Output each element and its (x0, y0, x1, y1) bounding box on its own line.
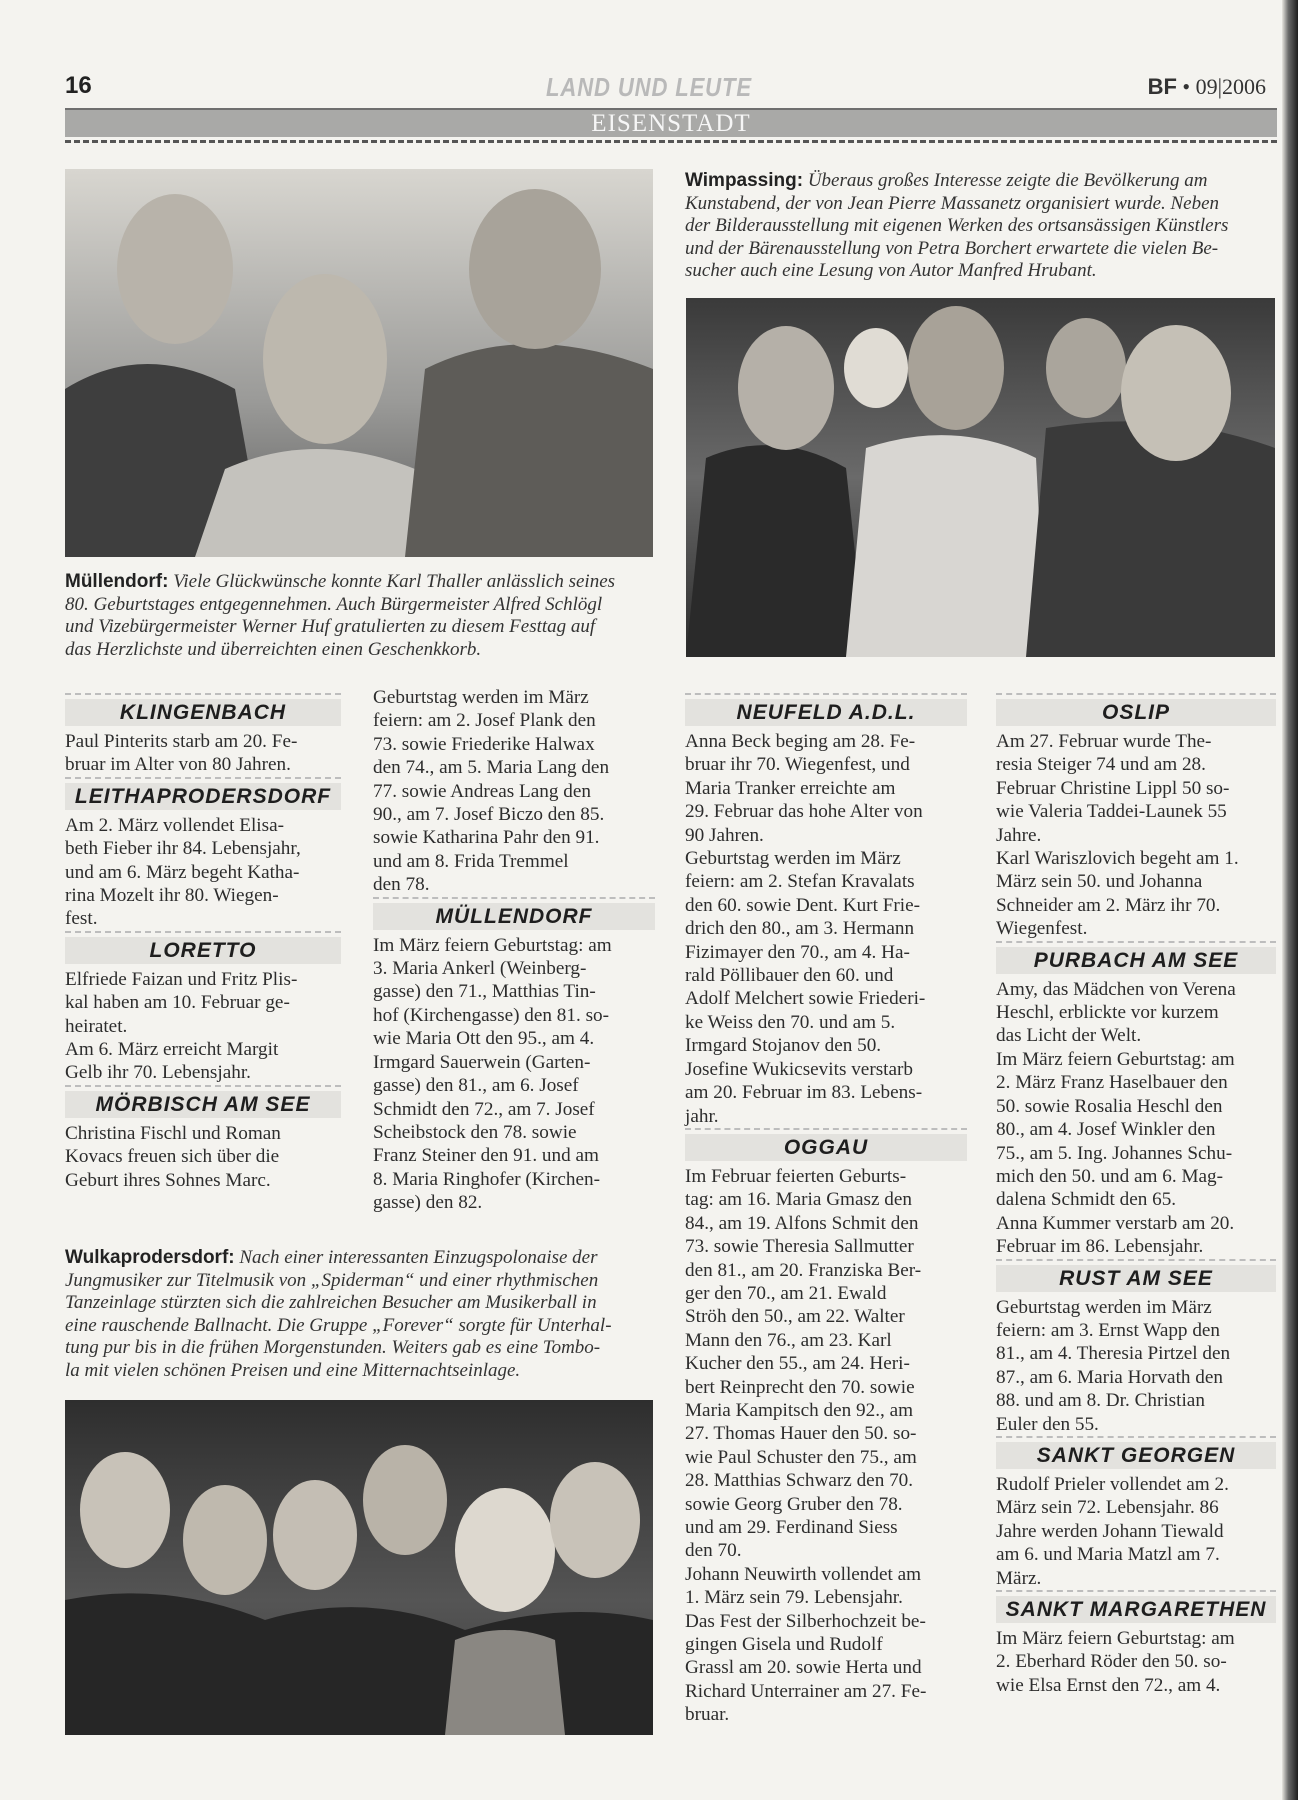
news-text-line: sowie Georg Gruber den 78. (685, 1493, 903, 1515)
news-text-line: 87., am 6. Maria Horvath den (996, 1366, 1223, 1388)
news-text-line: beth Fieber ihr 84. Lebensjahr, (65, 838, 301, 860)
news-heading (996, 1590, 1276, 1623)
news-text-line: rald Pöllibauer den 60. und (685, 965, 894, 987)
news-text-line: 77. sowie Andreas Lang den (373, 780, 591, 802)
news-text-line: Irmgard Sauerwein (Garten- (373, 1051, 591, 1073)
caption-text: Viele Glückwünsche konnte Karl Thaller anlässlich seines (173, 571, 616, 592)
news-text-line: ger den 70., am 21. Ewald (685, 1282, 887, 1304)
news-heading (65, 1085, 341, 1118)
news-heading-text: KLINGENBACH (65, 699, 341, 726)
news-text-line: Kovacs freuen sich über die (65, 1146, 280, 1168)
news-heading (996, 1436, 1276, 1469)
region-title: EISENSTADT (591, 110, 751, 137)
news-text-line: Am 27. Februar wurde The- (996, 731, 1212, 752)
news-text-line: Adolf Melchert sowie Friederi- (685, 988, 926, 1010)
news-text-line: gasse) den 81., am 6. Josef (373, 1075, 579, 1097)
news-text-line: Jahre. (996, 824, 1042, 846)
news-text-line: Ströh den 50., am 22. Walter (685, 1306, 905, 1328)
news-text-line: und am 8. Frida Tremmel (373, 850, 569, 872)
news-text-line: hof (Kirchengasse) den 81. so- (373, 1004, 610, 1026)
news-text-line: dalena Schmidt den 65. (996, 1189, 1177, 1211)
caption-line (65, 616, 665, 639)
news-text-line: feiern: am 2. Stefan Kravalats (685, 871, 915, 893)
news-text-line: Jahre werden Johann Tiewald (996, 1520, 1224, 1542)
news-item (996, 1436, 1276, 1590)
news-text-line: Geburtstag werden im März (996, 1296, 1212, 1318)
news-text-line: heiratet. (65, 1015, 128, 1037)
news-heading-text: OSLIP (996, 699, 1276, 726)
news-text-line: Anna Kummer verstarb am 20. (996, 1212, 1235, 1234)
issue-year: 2006 (1222, 74, 1266, 99)
issue-label: BF • 09|2006 (1147, 74, 1266, 99)
caption-text: Jungmusiker zur Titelmusik von „Spiderman“ und einer rhythmischen (65, 1269, 599, 1291)
news-text-line: Kucher den 55., am 24. Heri- (685, 1353, 910, 1375)
news-text-line: bruar im Alter von 80 Jahren. (65, 754, 291, 776)
news-item (65, 777, 341, 931)
news-item (685, 693, 967, 1128)
photo-people-silhouettes (686, 298, 1275, 657)
news-text-line: Im März feiern Geburtstag: am (996, 1048, 1235, 1070)
news-heading (373, 897, 655, 930)
caption-line (685, 238, 1285, 261)
caption-line (65, 1360, 665, 1383)
photo-people-silhouettes (65, 1400, 653, 1735)
news-text-line: das Licht der Welt. (996, 1025, 1142, 1047)
caption-place: Müllendorf: (65, 571, 169, 592)
news-text-line: 73. sowie Friederike Halwax (373, 733, 595, 755)
caption-place: Wulkaprodersdorf: (65, 1247, 235, 1268)
news-text-line: Gelb ihr 70. Lebensjahr. (65, 1062, 251, 1084)
news-text-line: sowie Katharina Pahr den 91. (373, 827, 600, 849)
caption-text: und der Bärenausstellung von Petra Borchert erwartete die vielen Be- (685, 237, 1219, 259)
news-text-line: 1. März sein 79. Lebensjahr. (685, 1587, 903, 1609)
news-text-line: 2. März Franz Haselbauer den (996, 1072, 1228, 1094)
news-text-line: kal haben am 10. Februar ge- (65, 992, 290, 1014)
caption-wimpassing (685, 170, 1285, 283)
caption-line (685, 170, 1285, 193)
caption-text: eine rauschende Ballnacht. Die Gruppe „Forever“ sorgte für Unterhal- (65, 1314, 612, 1336)
news-column-3 (685, 693, 967, 1727)
news-text-line: Josefine Wukicsevits verstarb (685, 1058, 914, 1080)
page-number: 16 (65, 72, 92, 99)
news-text-line: 90., am 7. Josef Biczo den 85. (373, 804, 605, 826)
news-text-line: Amy, das Mädchen von Verena (996, 978, 1236, 1000)
news-text-line: Geburt ihres Sohnes Marc. (65, 1169, 271, 1191)
news-text-line: mich den 50. und am 6. Mag- (996, 1165, 1224, 1187)
news-text-line: Februar im 86. Lebensjahr. (996, 1236, 1204, 1258)
news-text-line: 90 Jahren. (685, 824, 764, 846)
news-text-line: drich den 80., am 3. Hermann (685, 918, 915, 940)
news-item (65, 1085, 341, 1192)
caption-text: Tanzeinlage stürzten sich die zahlreichen Besucher am Musikerball in (65, 1292, 597, 1313)
news-text-line: bruar ihr 70. Wiegenfest, und (685, 754, 910, 776)
news-text-line: Schmidt den 72., am 7. Josef (373, 1098, 595, 1120)
news-column-1 (65, 693, 341, 1192)
news-text-line: Karl Wariszlovich begeht am 1. (996, 848, 1239, 870)
news-item (685, 1128, 967, 1727)
news-text-line: wie Valeria Taddei-Launek 55 (996, 801, 1227, 823)
news-text-line: und am 29. Ferdinand Siess (685, 1517, 898, 1538)
caption-line (65, 1337, 665, 1360)
news-text-line: den 70. (685, 1540, 742, 1562)
caption-line (685, 193, 1285, 216)
news-text-line: 73. sowie Theresia Sallmutter (685, 1236, 914, 1258)
news-text-line: jahr. (685, 1105, 719, 1127)
news-text-line: Maria Tranker erreichte am (685, 777, 896, 799)
news-text-line: 28. Matthias Schwarz den 70. (685, 1470, 914, 1492)
news-text-line: Franz Steiner den 91. und am (373, 1145, 599, 1167)
news-text-line: den 74., am 5. Maria Lang den (373, 757, 610, 779)
news-heading-text: MÖRBISCH AM SEE (65, 1091, 341, 1118)
caption-text: Kunstabend, der von Jean Pierre Massanetz organisiert wurde. Neben (685, 192, 1220, 214)
news-text-line: Im März feiern Geburtstag: am (996, 1628, 1235, 1649)
caption-text: tung pur bis in die frühen Morgenstunden. Weiters gab es eine Tombo- (65, 1337, 601, 1358)
photo-people-silhouettes (65, 169, 653, 557)
news-text-line: wie Maria Ott den 95., am 4. (373, 1028, 595, 1050)
news-text-line: 81., am 4. Theresia Pirtzel den (996, 1343, 1231, 1365)
news-text-line: Am 6. März erreicht Margit (65, 1039, 279, 1061)
news-heading (65, 777, 341, 810)
news-text-line: 8. Maria Ringhofer (Kirchen- (373, 1168, 600, 1190)
photo-muellendorf (65, 169, 653, 557)
news-text-line: gingen Gisela und Rudolf (685, 1634, 883, 1656)
caption-text: la mit vielen schönen Preisen und eine Mitternachtseinlage. (65, 1359, 521, 1381)
news-text-line: März sein 72. Lebensjahr. 86 (996, 1497, 1219, 1519)
photo-wimpassing (686, 298, 1275, 657)
brand: BF (1147, 74, 1177, 99)
news-text-line: Geburtstag werden im März (373, 687, 589, 708)
news-heading-text: PURBACH AM SEE (996, 947, 1276, 974)
news-text-line: ke Weiss den 70. und am 5. (685, 1011, 896, 1033)
news-item (373, 686, 655, 897)
caption-text: Überaus großes Interesse zeigte die Bevölkerung am (807, 170, 1208, 191)
news-text-line: Maria Kampitsch den 92., am (685, 1399, 914, 1421)
caption-line (65, 571, 665, 594)
news-text-line: Mann den 76., am 23. Karl (685, 1329, 892, 1351)
news-text-line: 50. sowie Rosalia Heschl den (996, 1095, 1223, 1117)
news-text-line: 3. Maria Ankerl (Weinberg- (373, 958, 587, 980)
news-text-line: Christina Fischl und Roman (65, 1122, 281, 1144)
news-heading-text: MÜLLENDORF (373, 903, 655, 930)
news-text-line: Geburtstag werden im März (685, 848, 901, 870)
news-text-line: bert Reinprecht den 70. sowie (685, 1376, 915, 1398)
news-heading (996, 1259, 1276, 1292)
news-heading-text: LORETTO (65, 937, 341, 964)
caption-line (685, 215, 1285, 238)
news-text-line: März. (996, 1567, 1042, 1589)
news-text-line: Fizimayer den 70., am 4. Ha- (685, 941, 910, 963)
region-banner (65, 108, 1277, 137)
news-text-line: resia Steiger 74 und am 28. (996, 754, 1206, 776)
news-text-line: feiern: am 2. Josef Plank den (373, 710, 596, 732)
news-text-line: tag: am 16. Maria Gmasz den (685, 1189, 912, 1211)
news-text-line: feiern: am 3. Ernst Wapp den (996, 1319, 1221, 1341)
caption-line (65, 1292, 665, 1315)
news-text-line: Im März feiern Geburtstag: am (373, 934, 612, 956)
caption-place: Wimpassing: (685, 170, 804, 191)
news-text-line: 84., am 19. Alfons Schmit den (685, 1212, 919, 1234)
caption-wulkaprodersdorf (65, 1247, 665, 1382)
news-text-line: wie Elsa Ernst den 72., am 4. (996, 1674, 1221, 1696)
caption-text: Nach einer interessanten Einzugspolonaise der (239, 1247, 598, 1268)
news-text-line: Anna Beck beging am 28. Fe- (685, 731, 916, 752)
news-text-line: Paul Pinterits starb am 20. Fe- (65, 731, 298, 752)
caption-text: das Herzlichste und überreichten einen Geschenkkorb. (65, 638, 482, 660)
news-text-line: den 81., am 20. Franziska Ber- (685, 1259, 922, 1281)
news-item (373, 897, 655, 1215)
news-text-line: am 6. und Maria Matzl am 7. (996, 1544, 1220, 1566)
news-text-line: 80., am 4. Josef Winkler den (996, 1119, 1216, 1141)
news-heading (65, 693, 341, 726)
issue-month: 09 (1195, 74, 1218, 99)
news-item (65, 693, 341, 777)
news-text-line: Richard Unterrainer am 27. Fe- (685, 1680, 927, 1702)
news-heading-text: SANKT MARGARETHEN (996, 1596, 1276, 1623)
news-item (996, 693, 1276, 941)
news-text-line: Februar Christine Lippl 50 so- (996, 777, 1230, 799)
caption-text: der Bilderausstellung mit eigenen Werken des ortsansässigen Künstlers (685, 215, 1229, 236)
bullet: • (1182, 74, 1191, 99)
news-heading (996, 941, 1276, 974)
photo-wulkaprodersdorf (65, 1400, 653, 1735)
news-heading-text: SANKT GEORGEN (996, 1442, 1276, 1469)
news-text-line: Grassl am 20. sowie Herta und (685, 1657, 922, 1679)
news-heading (685, 1128, 967, 1161)
caption-line (65, 1315, 665, 1338)
news-heading (996, 693, 1276, 726)
news-text-line: Elfriede Faizan und Fritz Plis- (65, 968, 298, 990)
news-heading-text: OGGAU (685, 1134, 967, 1161)
news-item (996, 941, 1276, 1259)
news-text-line: Euler den 55. (996, 1413, 1099, 1435)
news-text-line: 27. Thomas Hauer den 50. so- (685, 1423, 917, 1445)
news-text-line: 75., am 5. Ing. Johannes Schu- (996, 1142, 1233, 1164)
caption-line (65, 1270, 665, 1293)
news-text-line: Heschl, erblickte vor kurzem (996, 1002, 1219, 1024)
news-text-line: gasse) den 71., Matthias Tin- (373, 981, 596, 1003)
header-divider (65, 140, 1277, 143)
news-heading-text: NEUFELD A.D.L. (685, 699, 967, 726)
news-column-2 (373, 686, 655, 1215)
news-heading-text: RUST AM SEE (996, 1265, 1276, 1292)
news-text-line: und am 6. März begeht Katha- (65, 861, 300, 883)
caption-line (685, 260, 1285, 283)
news-heading (685, 693, 967, 726)
news-text-line: den 78. (373, 874, 430, 896)
news-item (996, 1259, 1276, 1436)
news-text-line: Am 2. März vollendet Elisa- (65, 814, 284, 836)
news-item (996, 1590, 1276, 1697)
news-text-line: Wiegenfest. (996, 918, 1088, 940)
news-text-line: Scheibstock den 78. sowie (373, 1121, 577, 1143)
news-text-line: Rudolf Prieler vollendet am 2. (996, 1473, 1229, 1495)
news-text-line: 29. Februar das hohe Alter von (685, 801, 923, 823)
news-text-line: Irmgard Stojanov den 50. (685, 1035, 882, 1057)
news-text-line: am 20. Februar im 83. Lebens- (685, 1082, 923, 1104)
news-text-line: bruar. (685, 1704, 730, 1726)
news-text-line: Johann Neuwirth vollendet am (685, 1563, 922, 1585)
news-column-4 (996, 693, 1276, 1697)
news-text-line: den 60. sowie Dent. Kurt Frie- (685, 894, 921, 916)
news-text-line: fest. (65, 908, 98, 930)
caption-text: und Vizebürgermeister Werner Huf gratulierten zu diesem Festtag auf (65, 616, 596, 637)
news-item (65, 931, 341, 1085)
news-text-line: Schneider am 2. März ihr 70. (996, 894, 1221, 916)
news-text-line: Das Fest der Silberhochzeit be- (685, 1610, 926, 1632)
news-heading (65, 931, 341, 964)
news-text-line: rina Mozelt ihr 80. Wiegen- (65, 885, 279, 907)
caption-muellendorf (65, 571, 665, 661)
news-text-line: 88. und am 8. Dr. Christian (996, 1390, 1205, 1412)
news-heading-text: LEITHAPRODERSDORF (65, 783, 341, 810)
news-text-line: März sein 50. und Johanna (996, 871, 1203, 893)
caption-text: sucher auch eine Lesung von Autor Manfred Hrubant. (685, 260, 1097, 281)
caption-line (65, 594, 665, 617)
news-text-line: Im Februar feierten Geburts- (685, 1165, 907, 1187)
news-text-line: 2. Eberhard Röder den 50. so- (996, 1651, 1227, 1673)
news-text-line: wie Paul Schuster den 75., am (685, 1446, 917, 1468)
caption-text: 80. Geburtstages entgegennehmen. Auch Bürgermeister Alfred Schlögl (65, 593, 603, 615)
news-text-line: gasse) den 82. (373, 1192, 483, 1214)
section-title: LAND UND LEUTE (546, 72, 752, 102)
caption-line (65, 639, 665, 662)
caption-line (65, 1247, 665, 1270)
